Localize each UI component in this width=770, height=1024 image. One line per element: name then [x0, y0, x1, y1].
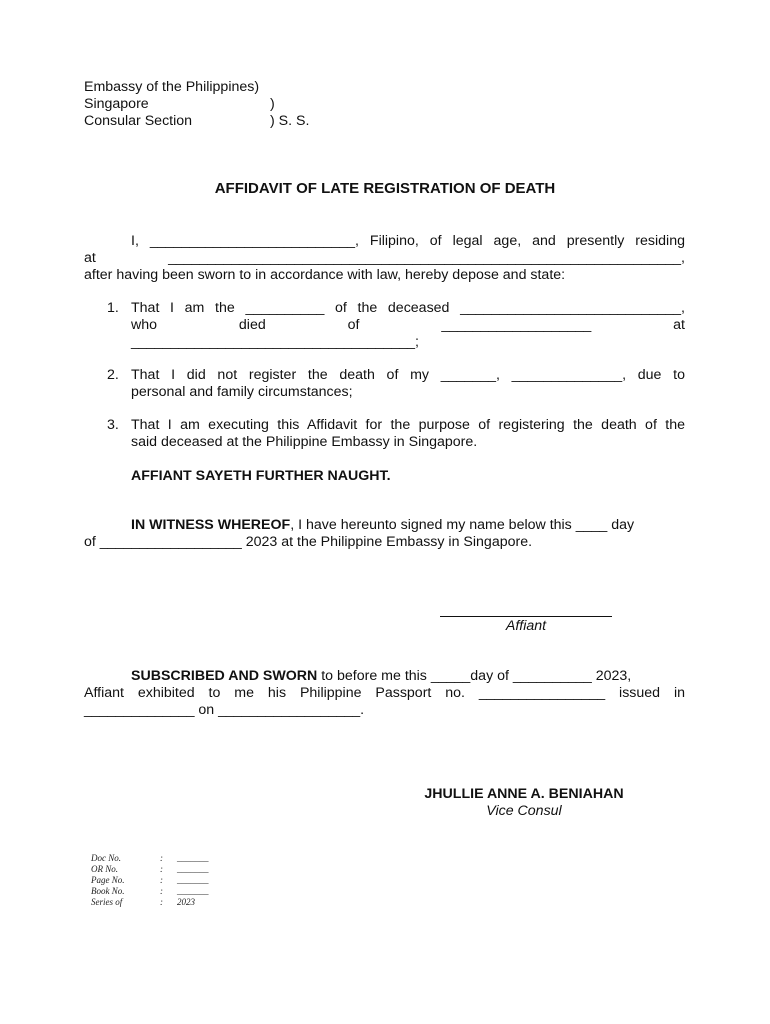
- or-no-value: _______: [177, 864, 209, 874]
- item-number: 2.: [107, 367, 119, 383]
- or-no-row: [91, 864, 231, 875]
- item-3-line-2: said deceased at the Philippine Embassy in Singapore.: [131, 434, 478, 450]
- venue-bracket: ): [270, 96, 275, 112]
- page-no-value: _______: [177, 875, 209, 885]
- page-no-row: [91, 875, 231, 886]
- or-no-label: OR No.: [91, 864, 118, 874]
- jurat-lead: SUBSCRIBED AND SWORN: [131, 668, 318, 684]
- venue-line-embassy: Embassy of the Philippines): [84, 79, 260, 95]
- venue-line-singapore: Singapore: [84, 96, 149, 112]
- doc-no-colon: :: [160, 853, 163, 863]
- intro-line-1: I, __________________________, Filipino, of legal age, and presently residing: [131, 233, 685, 249]
- intro-line-2-blank: _________________________________________________________________,: [168, 250, 685, 266]
- intro-line-2-at: at: [84, 250, 96, 266]
- item-1-line-2: [131, 317, 685, 334]
- series-label: Series of: [91, 897, 123, 907]
- series-row: [91, 897, 231, 908]
- consul-title: Vice Consul: [486, 803, 562, 819]
- book-no-row: [91, 886, 231, 897]
- item-1-blank: ___________________: [441, 317, 592, 333]
- book-no-colon: :: [160, 886, 163, 896]
- witness-line-2: of __________________ 2023 at the Philippine Embassy in Singapore.: [84, 534, 533, 550]
- item-number: 3.: [107, 417, 119, 433]
- jurat-line-1-text: to before me this _____day of __________ 2023,: [317, 668, 632, 684]
- item-1-word: who: [131, 317, 158, 333]
- book-no-value: _______: [177, 886, 209, 896]
- item-3-line-1: That I am executing this Affidavit for the purpose of registering the death of the: [131, 417, 685, 433]
- or-no-colon: :: [160, 864, 163, 874]
- document-title: AFFIDAVIT OF LATE REGISTRATION OF DEATH: [214, 180, 556, 197]
- affiant-signature-line: [440, 616, 612, 617]
- witness-lead: IN WITNESS WHEREOF: [131, 517, 291, 533]
- witness-line-1: [131, 517, 685, 534]
- item-1-word: died: [238, 317, 266, 333]
- intro-line-3: after having been sworn to in accordance with law, hereby depose and state:: [84, 267, 566, 283]
- jurat-line-1: [131, 668, 685, 685]
- item-1-line-1: That I am the __________ of the deceased ____________________________,: [131, 300, 685, 316]
- witness-line-1-text: , I have hereunto signed my name below this ____ day: [290, 517, 635, 533]
- affiant-sayeth: AFFIANT SAYETH FURTHER NAUGHT.: [131, 468, 391, 484]
- page-no-colon: :: [160, 875, 163, 885]
- doc-no-label: Doc No.: [91, 853, 121, 863]
- item-1-line-3: ____________________________________;: [131, 334, 419, 350]
- consul-name: JHULLIE ANNE A. BENIAHAN: [424, 786, 624, 802]
- venue-line-consular: Consular Section: [84, 113, 193, 129]
- doc-no-value: _______: [177, 853, 209, 863]
- series-colon: :: [160, 897, 163, 907]
- item-1-word: at: [673, 317, 685, 333]
- jurat-line-3: ______________ on __________________.: [84, 702, 365, 718]
- venue-ss: ) S. S.: [270, 113, 310, 129]
- item-2-line-1: That I did not register the death of my _______, ______________, due to: [131, 367, 685, 383]
- item-number: 1.: [107, 300, 119, 316]
- doc-no-row: [91, 853, 231, 864]
- affiant-label: Affiant: [505, 618, 547, 634]
- page-no-label: Page No.: [91, 875, 125, 885]
- item-2-line-2: personal and family circumstances;: [131, 384, 353, 400]
- series-value: 2023: [177, 897, 195, 907]
- item-1-word: of: [347, 317, 360, 333]
- notarial-register-info: [91, 853, 231, 913]
- jurat-line-2: Affiant exhibited to me his Philippine Passport no. ________________ issued in: [84, 685, 685, 701]
- book-no-label: Book No.: [91, 886, 125, 896]
